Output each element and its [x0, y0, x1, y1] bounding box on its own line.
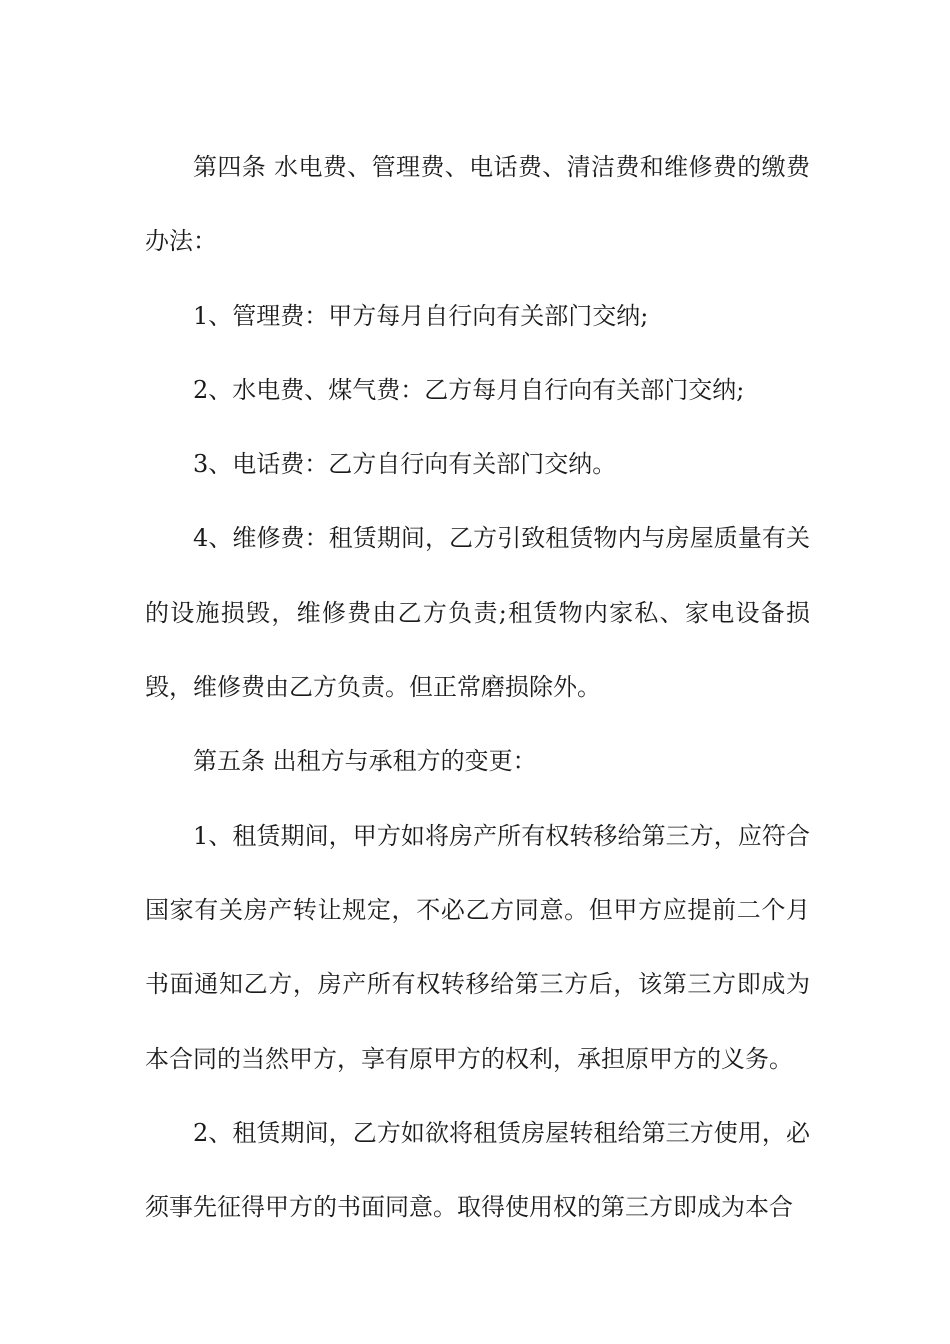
clause-4-item-3: 3、电话费：乙方自行向有关部门交纳。 — [193, 450, 617, 479]
clause-4-item-1: 1、管理费：甲方每月自行向有关部门交纳; — [193, 301, 649, 330]
clause-4-heading: 第四条 水电费、管理费、电话费、清洁费和维修费的缴费办法： — [145, 153, 810, 256]
clause-5-item-1: 1、租赁期间，甲方如将房产所有权转移给第三方，应符合国家有关房产转让规定，不必乙方同意。但甲方应提前二个月书面通知乙方，房产所有权转移给第三方后，该第三方即成为本合同的当然甲方，享有原甲方的权利，承担原甲方的义务。 — [145, 821, 810, 1073]
clause-4-item-2: 2、水电费、煤气费：乙方每月自行向有关部门交纳; — [193, 375, 745, 404]
clause-4-item-4: 4、维修费：租赁期间，乙方引致租赁物内与房屋质量有关的设施损毁，维修费由乙方负责;租赁物内家私、家电设备损毁，维修费由乙方负责。但正常磨损除外。 — [145, 524, 810, 702]
clause-5-heading: 第五条 出租方与承租方的变更： — [193, 747, 537, 776]
document-body — [145, 130, 810, 1244]
clause-5-item-2: 2、租赁期间，乙方如欲将租赁房屋转租给第三方使用，必须事先征得甲方的书面同意。取得使用权的第三方即成为本合 — [145, 1118, 810, 1222]
